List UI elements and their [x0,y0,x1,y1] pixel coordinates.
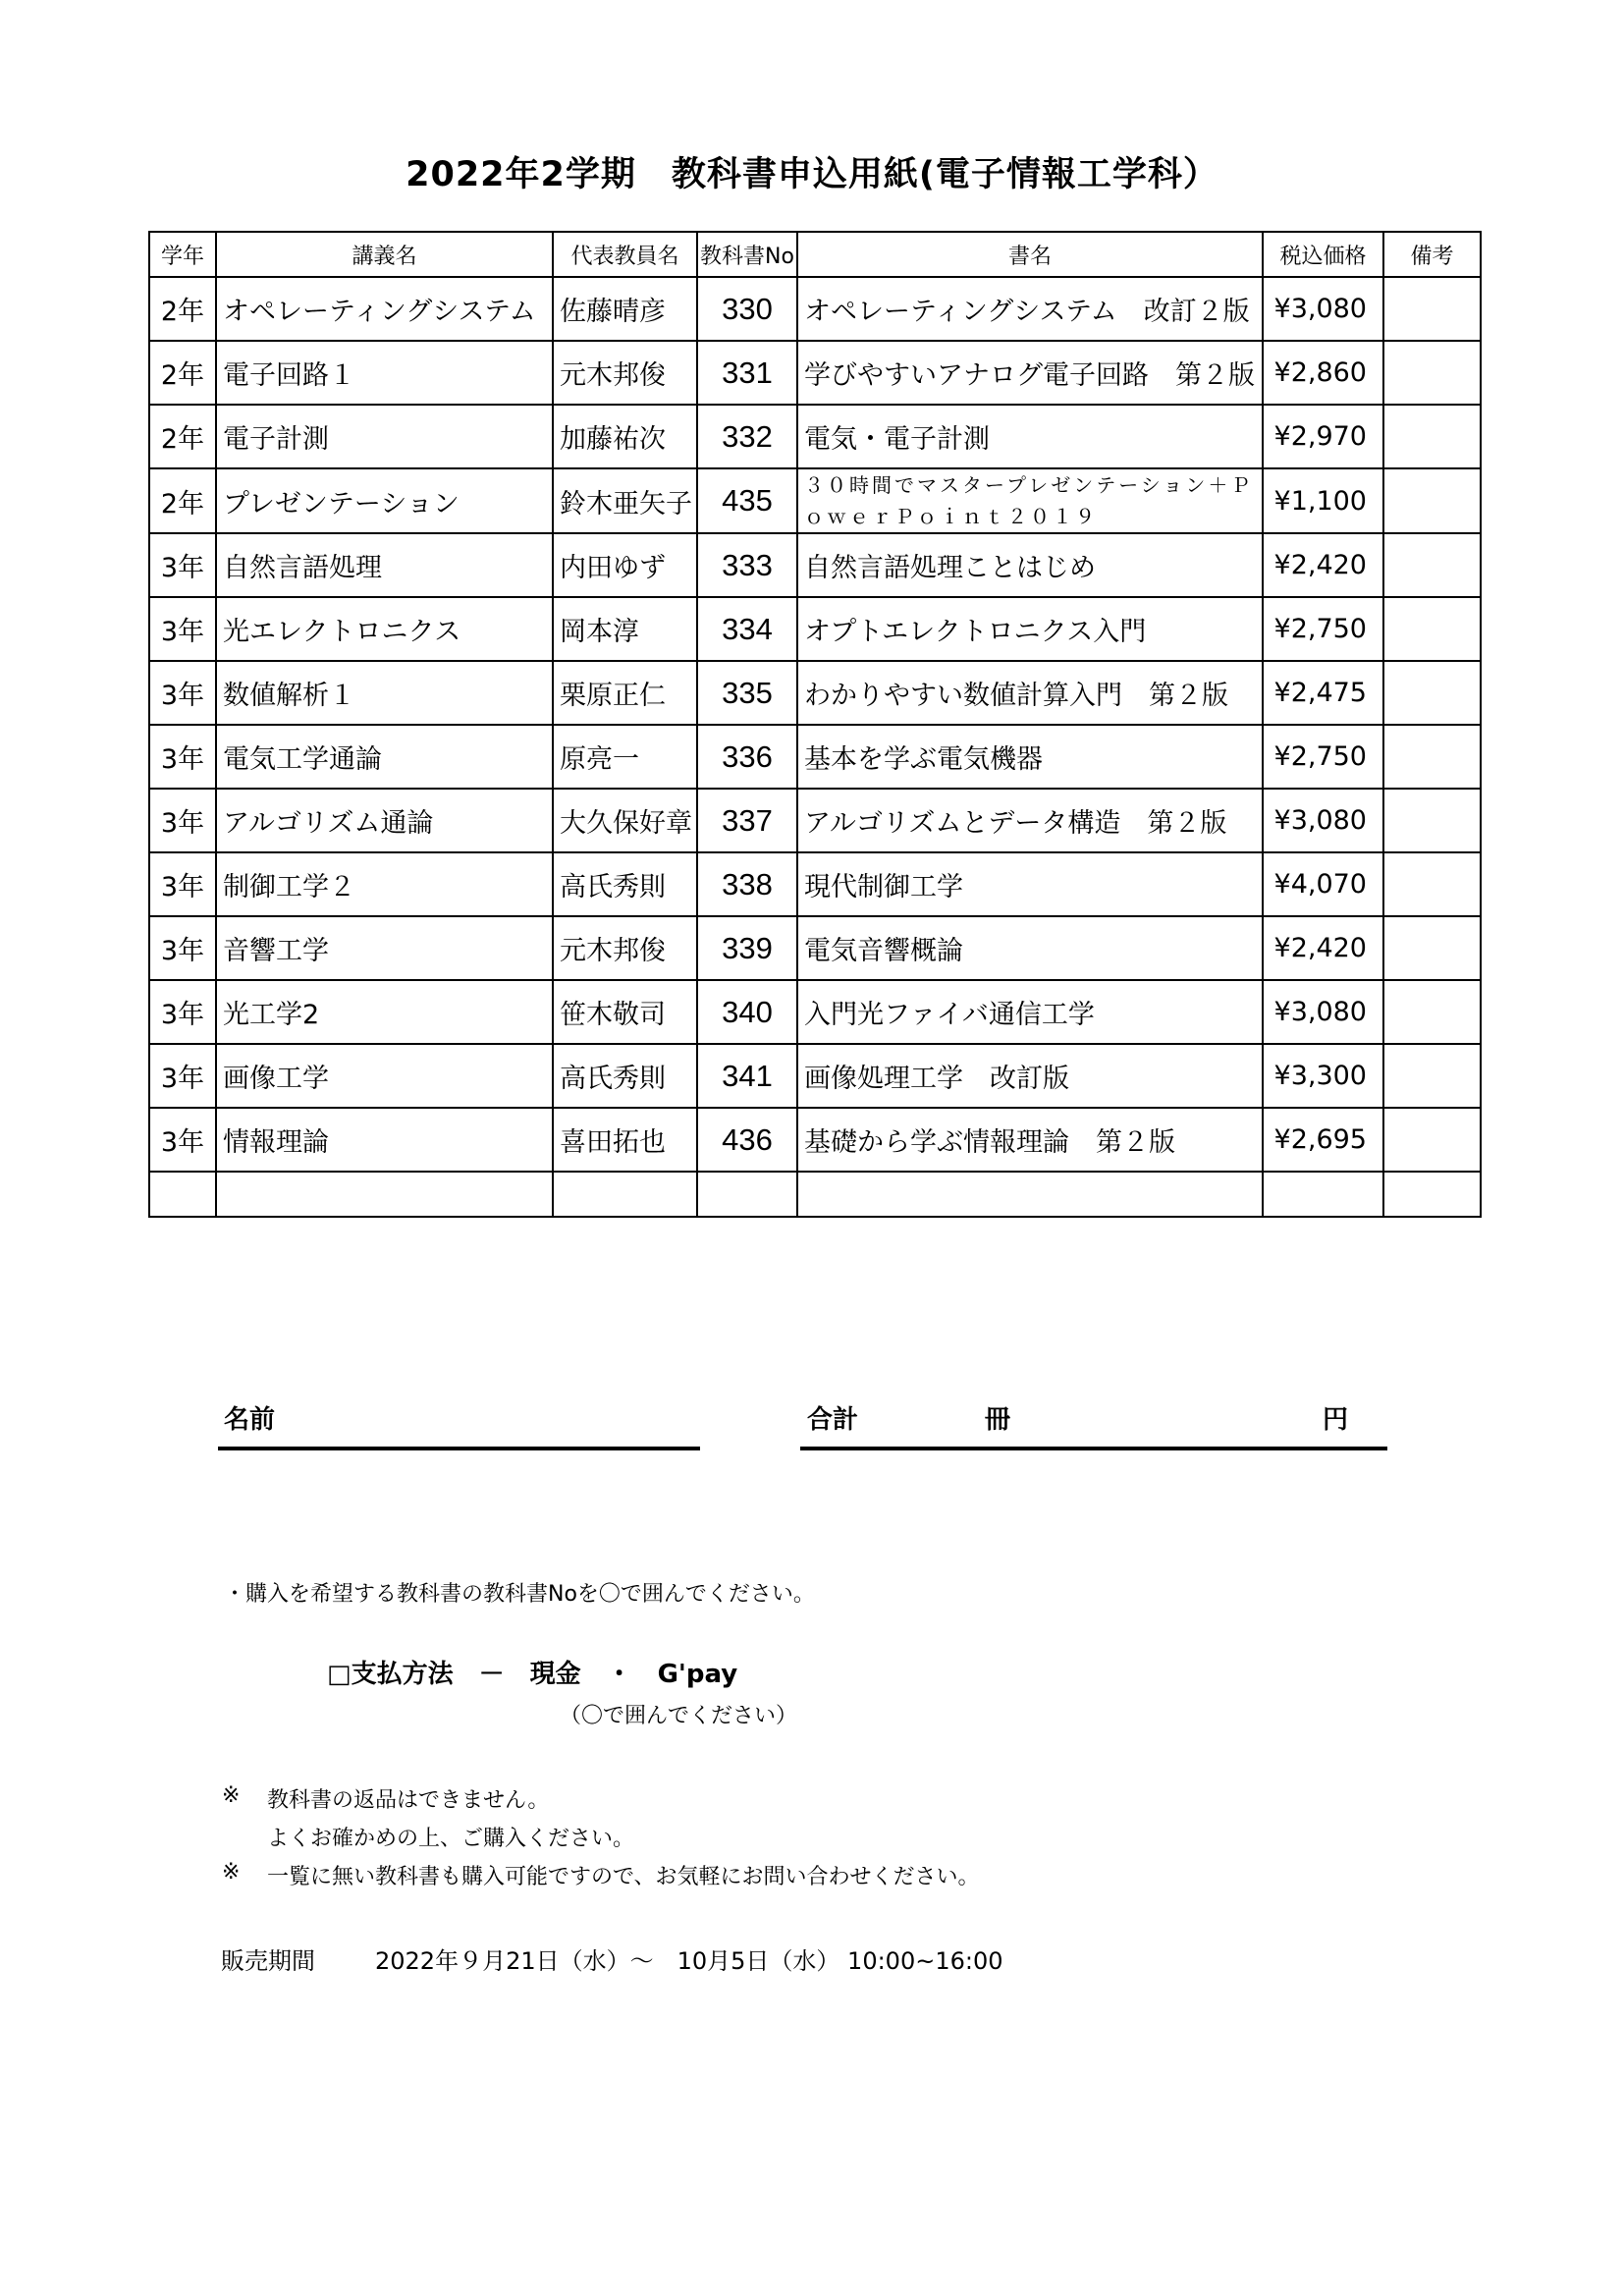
cell-note [1383,597,1481,661]
table-row [149,661,1481,725]
cell-price: ¥2,750 [1263,597,1383,661]
note2-text: 一覧に無い教科書も購入可能ですので、お気軽にお問い合わせください。 [267,1865,980,1889]
header-course: 講義名 [216,232,553,277]
cell-course: 電子回路１ [216,341,553,405]
table-row [149,980,1481,1044]
cell-book-title: わかりやすい数値計算入門 第２版 [797,661,1263,725]
cell-book-title: オプトエレクトロニクス入門 [797,597,1263,661]
circle-instruction: ・購入を希望する教科書の教科書Noを〇で囲んでください。 [224,1582,815,1607]
cell-textbook-no: 341 [697,1044,797,1108]
blank-cell [797,1172,1263,1217]
cell-course: 情報理論 [216,1108,553,1172]
cell-year: 3年 [149,980,216,1044]
cell-textbook-no: 334 [697,597,797,661]
cell-book-title: 学びやすいアナログ電子回路 第２版 [797,341,1263,405]
cell-year: 3年 [149,725,216,789]
cell-textbook-no: 330 [697,277,797,341]
cell-year: 3年 [149,1108,216,1172]
cell-course: 画像工学 [216,1044,553,1108]
cell-textbook-no: 339 [697,916,797,980]
cell-note [1383,1044,1481,1108]
cell-book-title: 入門光ファイバ通信工学 [797,980,1263,1044]
cell-teacher: 加藤祐次 [553,405,697,468]
cell-book-title: 現代制御工学 [797,852,1263,916]
yen-label: 円 [1323,1405,1349,1435]
cell-note [1383,468,1481,533]
cell-book-title: オペレーティングシステム 改訂２版 [797,277,1263,341]
cell-note [1383,341,1481,405]
cell-year: 2年 [149,277,216,341]
cell-year: 3年 [149,852,216,916]
cell-course: 音響工学 [216,916,553,980]
cell-teacher: 佐藤晴彦 [553,277,697,341]
cell-year: 2年 [149,468,216,533]
blank-cell [697,1172,797,1217]
cell-price: ¥1,100 [1263,468,1383,533]
cell-textbook-no: 338 [697,852,797,916]
cell-note [1383,533,1481,597]
cell-note [1383,661,1481,725]
cell-note [1383,789,1481,852]
cell-course: プレゼンテーション [216,468,553,533]
cell-textbook-no: 340 [697,980,797,1044]
cell-price: ¥2,750 [1263,725,1383,789]
cell-course: オペレーティングシステム [216,277,553,341]
page-title: 2022年2学期 教科書申込用紙(電子情報工学科） [406,155,1218,194]
table-header-row [149,232,1481,277]
cell-book-title: 電気音響概論 [797,916,1263,980]
cell-year: 3年 [149,1044,216,1108]
table-row [149,789,1481,852]
books-count-label: 冊 [985,1405,1011,1435]
cell-teacher: 大久保好章 [553,789,697,852]
cell-book-title: アルゴリズムとデータ構造 第２版 [797,789,1263,852]
cell-textbook-no: 436 [697,1108,797,1172]
cell-price: ¥3,300 [1263,1044,1383,1108]
cell-course: 数値解析１ [216,661,553,725]
note1-mark: ※ [222,1783,241,1808]
table-body [149,277,1481,1217]
cell-course: アルゴリズム通論 [216,789,553,852]
cell-price: ¥2,970 [1263,405,1383,468]
cell-book-title: 画像処理工学 改訂版 [797,1044,1263,1108]
header-year: 学年 [149,232,216,277]
table-row [149,533,1481,597]
cell-course: 光エレクトロニクス [216,597,553,661]
cell-book-title: 基本を学ぶ電気機器 [797,725,1263,789]
name-label: 名前 [224,1405,276,1435]
cell-year: 3年 [149,597,216,661]
cell-teacher: 岡本淳 [553,597,697,661]
payment-subnote: （〇で囲んでください） [560,1704,798,1728]
cell-price: ¥3,080 [1263,277,1383,341]
cell-year: 2年 [149,405,216,468]
cell-textbook-no: 435 [697,468,797,533]
cell-textbook-no: 332 [697,405,797,468]
cell-teacher: 元木邦俊 [553,341,697,405]
table-row [149,468,1481,533]
cell-teacher: 内田ゆず [553,533,697,597]
cell-note [1383,1108,1481,1172]
cell-note [1383,916,1481,980]
header-textbook-no: 教科書No [697,232,797,277]
cell-note [1383,405,1481,468]
cell-year: 3年 [149,661,216,725]
cell-price: ¥2,695 [1263,1108,1383,1172]
table-row [149,725,1481,789]
sales-period-value: 2022年９月21日（水）～ 10月5日（水） 10:00~16:00 [375,1947,1003,1975]
table-row [149,852,1481,916]
cell-textbook-no: 335 [697,661,797,725]
total-label: 合計 [807,1405,859,1435]
table-row [149,341,1481,405]
cell-price: ¥3,080 [1263,789,1383,852]
cell-price: ¥2,420 [1263,533,1383,597]
cell-textbook-no: 333 [697,533,797,597]
header-price: 税込価格 [1263,232,1383,277]
cell-course: 制御工学２ [216,852,553,916]
cell-book-title: 電気・電子計測 [797,405,1263,468]
table-row [149,1044,1481,1108]
cell-course: 自然言語処理 [216,533,553,597]
cell-price: ¥2,420 [1263,916,1383,980]
header-note: 備考 [1383,232,1481,277]
cell-year: 2年 [149,341,216,405]
table-row [149,1108,1481,1172]
cell-book-title: 基礎から学ぶ情報理論 第２版 [797,1108,1263,1172]
cell-note [1383,725,1481,789]
cell-textbook-no: 336 [697,725,797,789]
cell-year: 3年 [149,533,216,597]
blank-cell [553,1172,697,1217]
cell-teacher: 笹木敬司 [553,980,697,1044]
cell-year: 3年 [149,789,216,852]
header-book-title: 書名 [797,232,1263,277]
blank-cell [1383,1172,1481,1217]
cell-note [1383,980,1481,1044]
cell-textbook-no: 331 [697,341,797,405]
note1-text: 教科書の返品はできません。 [267,1788,550,1813]
cell-course: 電子計測 [216,405,553,468]
blank-cell [216,1172,553,1217]
cell-note [1383,277,1481,341]
cell-book-title: ３０時間でマスタープレゼンテーション＋ＰｏｗｅｒＰｏｉｎｔ２０１９ [797,468,1263,533]
cell-price: ¥2,475 [1263,661,1383,725]
cell-teacher: 鈴木亜矢子 [553,468,697,533]
textbook-table [148,231,1482,1218]
cell-note [1383,852,1481,916]
total-underline [800,1447,1387,1450]
cell-teacher: 栗原正仁 [553,661,697,725]
table-row-blank [149,1172,1481,1217]
cell-price: ¥3,080 [1263,980,1383,1044]
cell-teacher: 喜田拓也 [553,1108,697,1172]
cell-year: 3年 [149,916,216,980]
cell-course: 電気工学通論 [216,725,553,789]
cell-teacher: 高氏秀則 [553,1044,697,1108]
cell-teacher: 高氏秀則 [553,852,697,916]
cell-book-title: 自然言語処理ことはじめ [797,533,1263,597]
table-row [149,405,1481,468]
cell-course: 光工学2 [216,980,553,1044]
payment-method: □支払方法 － 現金 ・ G'pay [327,1660,738,1689]
cell-price: ¥2,860 [1263,341,1383,405]
name-underline [218,1447,700,1450]
cell-teacher: 原亮一 [553,725,697,789]
table-row [149,597,1481,661]
header-teacher: 代表教員名 [553,232,697,277]
blank-cell [1263,1172,1383,1217]
note2-mark: ※ [222,1860,241,1885]
note1b-text: よくお確かめの上、ご購入ください。 [267,1827,635,1851]
table-row [149,277,1481,341]
cell-price: ¥4,070 [1263,852,1383,916]
cell-teacher: 元木邦俊 [553,916,697,980]
blank-cell [149,1172,216,1217]
cell-textbook-no: 337 [697,789,797,852]
sales-period-label: 販売期間 [221,1947,315,1975]
table-row [149,916,1481,980]
